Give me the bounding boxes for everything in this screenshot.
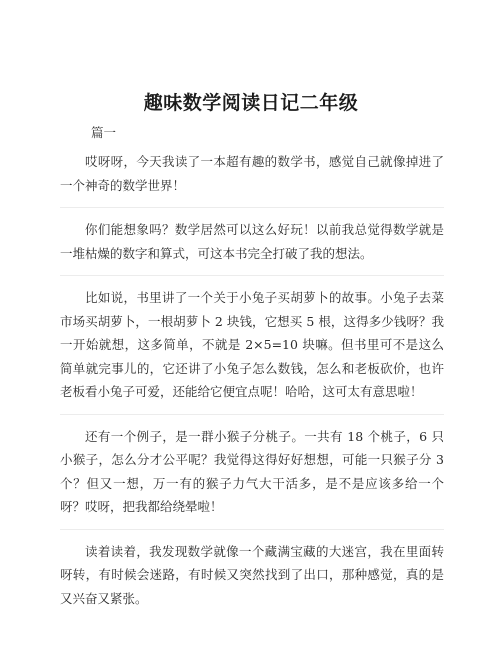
document-title: 趣味数学阅读日记二年级	[143, 92, 359, 114]
document-body	[60, 142, 444, 622]
paragraph: 比如说，书里讲了一个关于小兔子买胡萝卜的故事。小兔子去菜市场买胡萝卜，一根胡萝卜 2 块钱，它想买 5 根，这得多少钱呀？我一开始就想，这多简单，不就是 2×5=10 块嘛。但书里可不是这么简单就完事儿的，它还讲了小兔子怎么数钱，怎么和老板砍价，也许老板看小兔子可爱，还能给它便宜点呢！哈哈，这可太有意思啦！	[60, 278, 444, 415]
paragraph: 读着读着，我发现数学就像一个藏满宝藏的大迷宫，我在里面转呀转，有时候会迷路，有时候又突然找到了出口，那种感觉，真的是又兴奋又紧张。	[60, 543, 444, 606]
paragraph: 还有一个例子，是一群小猴子分桃子。一共有 18 个桃子，6 只小猴子，怎么分才公平呢？我觉得这得好好想想，可能一只猴子分 3 个？但又一想，万一有的猴子力气大干活多，是不是应该多给一个呀？哎呀，把我都给绕晕啦！	[60, 417, 444, 530]
section-label: 篇一	[91, 125, 117, 140]
paragraph: 你们能想象吗？数学居然可以这么好玩！以前我总觉得数学就是一堆枯燥的数字和算式，可这本书完全打破了我的想法。	[60, 210, 444, 276]
paragraph: 哎呀呀，今天我读了一本超有趣的数学书，感觉自己就像掉进了一个神奇的数学世界！	[60, 142, 444, 208]
